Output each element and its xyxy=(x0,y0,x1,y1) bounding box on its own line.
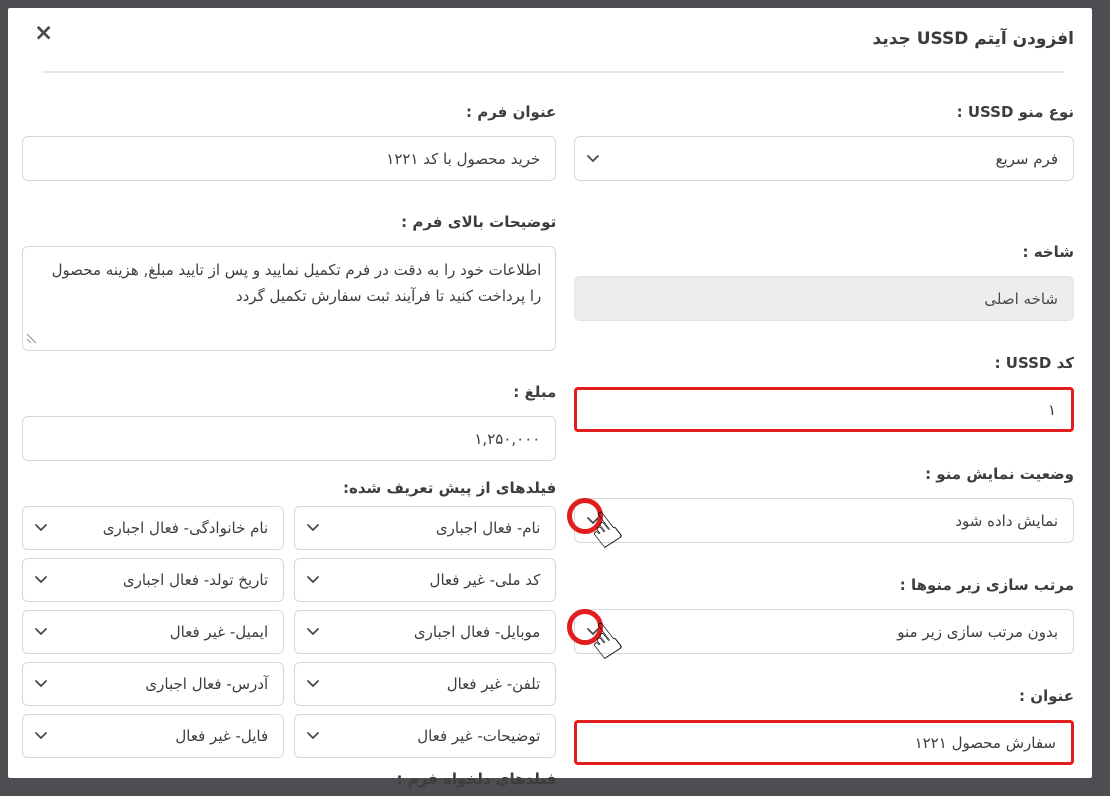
predefined-field-value: تاریخ تولد- فعال اجباری xyxy=(122,571,269,589)
display-status-select[interactable] xyxy=(574,498,1074,560)
chevron-down-icon xyxy=(35,680,47,688)
group-form-title xyxy=(22,101,556,181)
cutoff-label: فیلدهای دلخواه فرم : xyxy=(396,770,557,788)
chevron-down-icon xyxy=(307,524,319,532)
modal-body xyxy=(8,73,1092,796)
predefined-field-select-lastname[interactable] xyxy=(22,506,284,550)
predefined-field-select-name[interactable] xyxy=(294,506,556,550)
submenu-sort-value: بدون مرتب سازی زیر منو xyxy=(897,622,1058,641)
predefined-field-select-address[interactable] xyxy=(22,662,284,706)
predefined-field-select-file[interactable] xyxy=(22,714,284,758)
chevron-down-icon xyxy=(307,576,319,584)
predefined-field-value: موبایل- فعال اجباری xyxy=(413,623,541,641)
predefined-field-value: آدرس- فعال اجباری xyxy=(145,675,269,693)
hand-pointer-icon: ☝ xyxy=(576,500,633,560)
item-title-input[interactable] xyxy=(574,720,1074,765)
header-divider xyxy=(42,71,1064,73)
predefined-field-value: تلفن- غیر فعال xyxy=(446,675,541,693)
add-ussd-item-modal xyxy=(8,8,1092,788)
chevron-down-icon xyxy=(307,680,319,688)
predefined-fields-grid xyxy=(22,506,556,758)
group-predefined-fields xyxy=(22,477,556,790)
dialog-title: افزودن آیتم USSD جدید xyxy=(872,29,1074,49)
group-form-description xyxy=(22,211,556,351)
predefined-field-select-birthdate[interactable] xyxy=(22,558,284,602)
submenu-sort-select[interactable] xyxy=(574,609,1074,671)
column-right xyxy=(574,101,1074,796)
predefined-fields-label: فیلدهای از پیش تعریف شده: xyxy=(342,479,557,497)
form-title-input[interactable] xyxy=(22,136,556,181)
display-status-label: وضعیت نمایش منو : xyxy=(925,465,1074,483)
chevron-down-icon xyxy=(35,628,47,636)
predefined-field-value: کد ملی- غیر فعال xyxy=(429,571,541,589)
amount-input[interactable] xyxy=(22,416,556,461)
group-display-status xyxy=(574,463,1074,560)
group-submenu-sort xyxy=(574,574,1074,671)
predefined-field-value: توضیحات- غیر فعال xyxy=(417,727,541,745)
submenu-sort-label: مرتب سازی زیر منوها : xyxy=(899,576,1074,594)
group-item-title xyxy=(574,685,1074,765)
menu-type-select[interactable] xyxy=(574,136,1074,181)
predefined-field-value: فایل- غیر فعال xyxy=(175,727,269,745)
item-title-label: عنوان : xyxy=(1019,687,1074,705)
hand-pointer-icon: ☝ xyxy=(576,611,633,671)
group-amount xyxy=(22,381,556,461)
predefined-field-value: ایمیل- غیر فعال xyxy=(169,623,269,641)
chevron-down-icon xyxy=(587,155,599,163)
modal-header xyxy=(8,8,1092,73)
chevron-down-icon xyxy=(587,628,599,636)
predefined-field-select-mobile[interactable] xyxy=(294,610,556,654)
chevron-down-icon xyxy=(35,732,47,740)
chevron-down-icon xyxy=(587,517,599,525)
predefined-field-select-description[interactable] xyxy=(294,714,556,758)
predefined-field-select-phone[interactable] xyxy=(294,662,556,706)
predefined-field-select-nationalcode[interactable] xyxy=(294,558,556,602)
branch-field-disabled xyxy=(574,276,1074,321)
display-status-value: نمایش داده شود xyxy=(955,511,1058,530)
ussd-code-input[interactable] xyxy=(574,387,1074,432)
menu-type-label: نوع منو USSD : xyxy=(956,103,1074,121)
predefined-field-value: نام خانوادگی- فعال اجباری xyxy=(102,519,269,537)
group-ussd-code xyxy=(574,352,1074,432)
group-menu-type xyxy=(574,101,1074,181)
form-title-label: عنوان فرم : xyxy=(466,103,557,121)
amount-label: مبلغ : xyxy=(513,383,557,401)
predefined-field-value: نام- فعال اجباری xyxy=(435,519,541,537)
chevron-down-icon xyxy=(35,524,47,532)
form-description-label: توضیحات بالای فرم : xyxy=(401,213,557,231)
ussd-code-label: کد USSD : xyxy=(994,354,1074,372)
click-annotation-circle xyxy=(567,498,603,534)
menu-type-value: فرم سریع xyxy=(995,149,1058,168)
chevron-down-icon xyxy=(307,628,319,636)
chevron-down-icon xyxy=(35,576,47,584)
close-icon[interactable]: × xyxy=(34,20,54,46)
predefined-field-select-email[interactable] xyxy=(22,610,284,654)
column-left xyxy=(22,101,556,796)
click-annotation-circle xyxy=(567,609,603,645)
branch-label: شاخه : xyxy=(1022,243,1074,261)
form-description-textarea[interactable] xyxy=(22,246,556,351)
group-branch xyxy=(574,241,1074,321)
chevron-down-icon xyxy=(307,732,319,740)
branch-value: شاخه اصلی xyxy=(984,289,1058,308)
